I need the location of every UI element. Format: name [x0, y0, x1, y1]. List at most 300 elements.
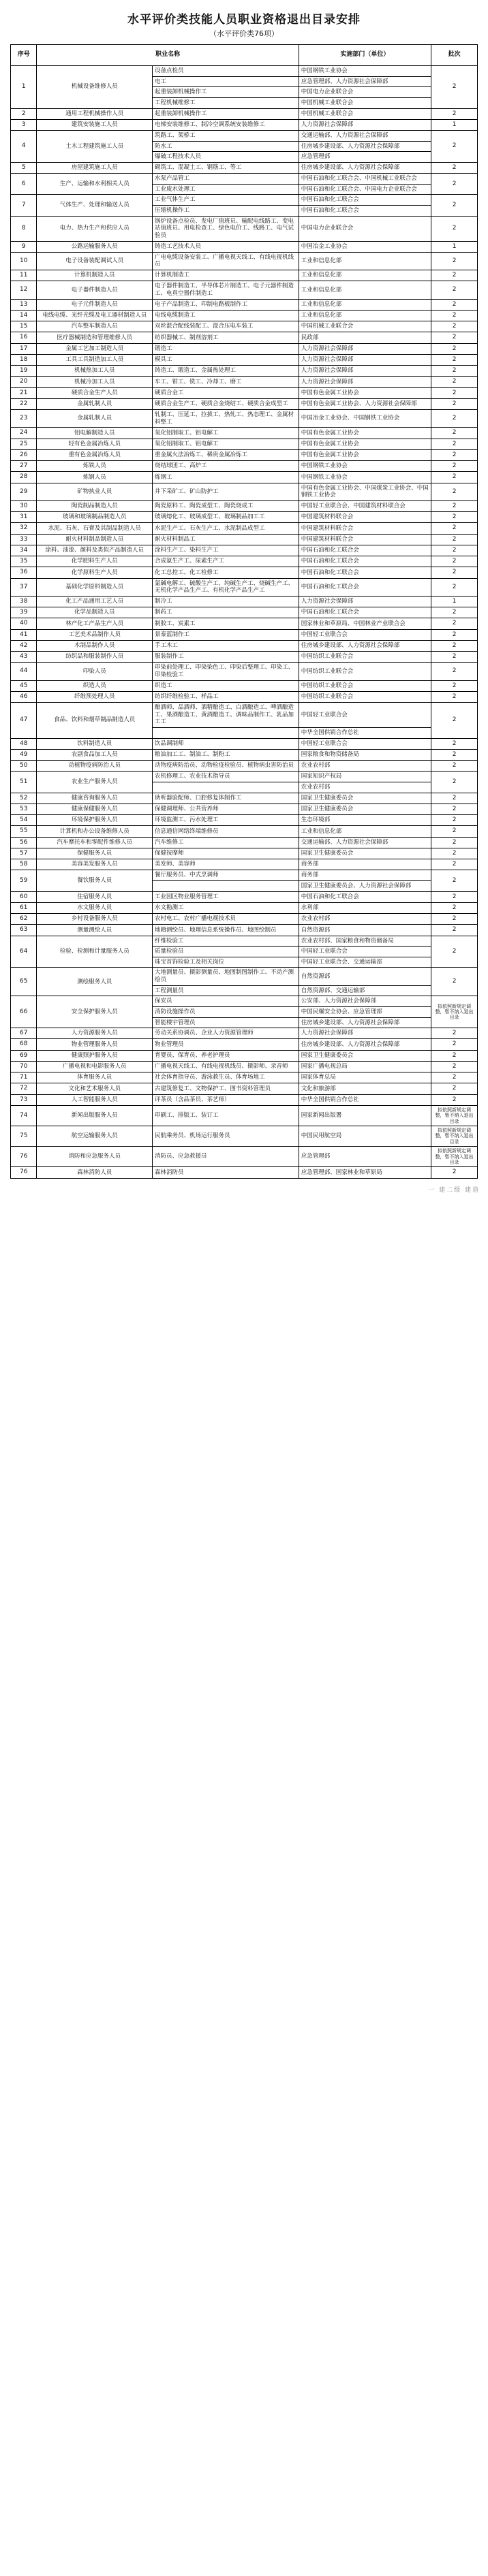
implementing-organization: 工业和信息化部 [299, 299, 431, 310]
occupation-name: 印染前处理工、印染染色工、印染后整理工、印染工、印染检验工 [152, 663, 299, 680]
batch-value: 2 [431, 500, 478, 511]
implementing-organization: 国家粮食和物资储备局 [299, 749, 431, 760]
batch-value: 2 [431, 891, 478, 902]
table-row [11, 174, 478, 185]
batch-value: 2 [431, 691, 478, 702]
implementing-organization: 中国民用航空局 [299, 1126, 431, 1147]
document-page [0, 0, 488, 1196]
occupation-group: 农副食品加工人员 [37, 749, 153, 760]
occupation-name: 工程测量员 [152, 985, 299, 996]
occupation-group: 建筑安装施工人员 [37, 119, 153, 130]
batch-value: 2 [431, 936, 478, 968]
table-row [11, 596, 478, 607]
occupation-group: 电线电缆、光纤光缆及电工器材制造人员 [37, 310, 153, 321]
implementing-organization: 中国石油和化工联合会、中国机械工业联合会 [299, 174, 431, 185]
table-row [11, 925, 478, 936]
implementing-organization: 工业和信息化部 [299, 270, 431, 281]
occupation-name: 硬质合金工 [152, 387, 299, 398]
implementing-organization: 中国轻工业联合会、交通运输部 [299, 957, 431, 968]
row-number: 50 [11, 761, 37, 772]
table-row [11, 216, 478, 241]
occupation-name: 铸造工艺技术人员 [152, 241, 299, 252]
batch-value: 2 [431, 804, 478, 814]
row-number: 38 [11, 596, 37, 607]
occupation-name: 工业气体生产工 [152, 195, 299, 206]
row-number: 4 [11, 131, 37, 163]
table-row [11, 567, 478, 578]
row-number: 30 [11, 500, 37, 511]
table-row [11, 848, 478, 859]
implementing-organization: 中国建筑材料联合会 [299, 512, 431, 523]
implementing-organization: 中国轻工业联合会 [299, 629, 431, 640]
row-number: 69 [11, 1050, 37, 1061]
occupation-name: 饮品调制师 [152, 738, 299, 749]
table-row [11, 439, 478, 449]
occupation-name: 玻璃熔化工、玻璃成型工、玻璃制品加工工 [152, 512, 299, 523]
occupation-name: 井下采矿工、矿山防护工 [152, 483, 299, 500]
table-row [11, 652, 478, 663]
implementing-organization: 中国电力企业联合会 [299, 87, 431, 98]
row-number: 26 [11, 449, 37, 460]
table-row [11, 891, 478, 902]
implementing-organization: 中国机械工业联合会 [299, 97, 431, 108]
row-number: 15 [11, 321, 37, 332]
implementing-organization: 住房城乡建设部、人力资源社会保障部 [299, 1017, 431, 1028]
row-number: 10 [11, 252, 37, 270]
occupation-name: 服装制作工 [152, 652, 299, 663]
table-header-row [11, 45, 478, 66]
batch-value: 2 [431, 512, 478, 523]
table-row [11, 281, 478, 299]
occupation-group: 硬质合金生产人员 [37, 387, 153, 398]
batch-value: 2 [431, 1072, 478, 1083]
table-row [11, 804, 478, 814]
occupation-group: 医疗器械制造和管理维修人员 [37, 332, 153, 343]
implementing-organization: 农业农村部 [299, 782, 431, 793]
occupation-group: 机械设备维修人员 [37, 66, 153, 109]
occupation-group: 基础化学原料制造人员 [37, 578, 153, 596]
table-row [11, 461, 478, 472]
batch-value: 2 [431, 428, 478, 439]
occupation-name: 陶瓷原料工、陶瓷成型工、陶瓷烧成工 [152, 500, 299, 511]
row-number: 16 [11, 332, 37, 343]
implementing-organization: 应急管理部、国家林业和草原局 [299, 1167, 431, 1178]
table-row [11, 1061, 478, 1072]
occupation-group: 生产、运输和水利相关人员 [37, 174, 153, 195]
row-number: 12 [11, 281, 37, 299]
occupation-name: 电梯安装维修工、制冷空调系统安装维修工 [152, 119, 299, 130]
table-row [11, 523, 478, 534]
table-row [11, 793, 478, 804]
occupation-group: 电子元件制造人员 [37, 299, 153, 310]
occupation-group: 航空运输服务人员 [37, 1126, 153, 1147]
batch-value: 2 [431, 534, 478, 545]
occupation-group: 电子器件制造人员 [37, 281, 153, 299]
row-number: 33 [11, 534, 37, 545]
occupation-name: 轧制工、压延工、拉拔工、热轧工、热态理工、金属材料整工 [152, 410, 299, 428]
occupation-group: 物业管理服务人员 [37, 1039, 153, 1050]
occupation-group: 纺织品和服装制作人员 [37, 652, 153, 663]
batch-value: 2 [431, 925, 478, 936]
occupation-group: 印染人员 [37, 663, 153, 680]
occupation-name: 育婴员、保育员、养老护理员 [152, 1050, 299, 1061]
batch-value: 2 [431, 410, 478, 428]
batch-value: 拟依照新规定调整，暂不纳入退出目录 [431, 996, 478, 1028]
occupation-name: 车工、钳工、铣工、冷却工、磨工 [152, 377, 299, 387]
implementing-organization: 中国轻工业联合会 [299, 738, 431, 749]
batch-value: 2 [431, 556, 478, 567]
row-number: 32 [11, 523, 37, 534]
batch-value: 2 [431, 680, 478, 691]
table-row [11, 241, 478, 252]
row-number: 20 [11, 377, 37, 387]
row-number: 51 [11, 772, 37, 793]
occupation-group: 电子设备装配调试人员 [37, 252, 153, 270]
row-number: 11 [11, 270, 37, 281]
occupation-name: 制冷工 [152, 596, 299, 607]
occupation-group: 体育服务人员 [37, 1072, 153, 1083]
occupation-name [152, 727, 299, 738]
batch-value: 2 [431, 793, 478, 804]
row-number: 25 [11, 439, 37, 449]
row-number: 73 [11, 1094, 37, 1105]
occupation-name: 涂料生产工、染料生产工 [152, 545, 299, 556]
occupation-name: 水泵产品管工 [152, 174, 299, 185]
implementing-organization: 中国机械工业联合会 [299, 108, 431, 119]
implementing-organization: 人力资源社会保障部 [299, 596, 431, 607]
implementing-organization: 自然资源部 [299, 925, 431, 936]
table-row [11, 826, 478, 837]
row-number: 3 [11, 119, 37, 130]
occupation-group: 人力资源服务人员 [37, 1028, 153, 1039]
occupation-group: 检验、检测和计量服务人员 [37, 936, 153, 968]
occupation-name: 珠宝首饰检验工及相关岗位 [152, 957, 299, 968]
implementing-organization: 农业农村部 [299, 914, 431, 925]
batch-value: 2 [431, 439, 478, 449]
implementing-organization: 中国石油和化工联合会 [299, 607, 431, 618]
occupation-name: 粮油加工工、制油工、制粉工 [152, 749, 299, 760]
batch-value: 2 [431, 174, 478, 195]
table-row [11, 749, 478, 760]
table-row [11, 556, 478, 567]
occupation-name: 手工木工 [152, 640, 299, 651]
batch-value: 2 [431, 761, 478, 772]
occupation-name: 广播电视天线工、有线电视机线员、摄影师、录音师 [152, 1061, 299, 1072]
batch-value: 2 [431, 461, 478, 472]
occupation-group: 测量测绘人员 [37, 925, 153, 936]
implementing-organization: 公安部、人力资源社会保障部 [299, 996, 431, 1007]
occupation-name: 纺织纤维检验工、样品工 [152, 691, 299, 702]
row-number: 35 [11, 556, 37, 567]
occupation-name: 餐厅服务员、中式烹调师 [152, 870, 299, 881]
row-number: 76 [11, 1167, 37, 1178]
table-row [11, 968, 478, 985]
occupation-name: 大地测量员、摄影测量员、地图制图制作工、不动产测绘员 [152, 968, 299, 985]
row-number: 63 [11, 925, 37, 936]
implementing-organization: 中国钢铁工业协会 [299, 461, 431, 472]
batch-value: 2 [431, 578, 478, 596]
table-row [11, 914, 478, 925]
implementing-organization: 中国轻工业联合会 [299, 703, 431, 728]
implementing-organization: 住房城乡建设部、人力资源社会保障部 [299, 141, 431, 152]
occupation-name: 劳动关系协调员、企业人力资源管理师 [152, 1028, 299, 1039]
occupation-name: 物业管理员 [152, 1039, 299, 1050]
table-row [11, 162, 478, 173]
batch-value: 2 [431, 483, 478, 500]
batch-value: 2 [431, 968, 478, 996]
table-row [11, 691, 478, 702]
table-row [11, 837, 478, 848]
implementing-organization: 中国纺织工业联合会 [299, 652, 431, 663]
batch-value: 2 [431, 216, 478, 241]
row-number: 67 [11, 1028, 37, 1039]
implementing-organization: 人力资源社会保障部 [299, 1028, 431, 1039]
row-number: 48 [11, 738, 37, 749]
row-number: 42 [11, 640, 37, 651]
implementing-organization: 中国石油和化工联合会 [299, 195, 431, 206]
implementing-organization: 生态环境部 [299, 815, 431, 826]
batch-value: 2 [431, 366, 478, 377]
table-row [11, 428, 478, 439]
occupation-group: 电力、热力生产和供应人员 [37, 216, 153, 241]
batch-value: 2 [431, 640, 478, 651]
occupation-group: 炼钢人员 [37, 472, 153, 483]
batch-value: 2 [431, 1039, 478, 1050]
occupation-group: 测绘服务人员 [37, 968, 153, 996]
implementing-organization: 国家卫生健康委员会 [299, 1050, 431, 1061]
row-number: 56 [11, 837, 37, 848]
batch-value: 2 [431, 377, 478, 387]
occupation-group: 计算机和办公设备维修人员 [37, 826, 153, 837]
occupation-name: 起重装卸机械操作工 [152, 87, 299, 98]
occupation-name: 硬质合金生产工、硬质合金烧结工、硬质合金成型工 [152, 398, 299, 409]
batch-value: 2 [431, 1094, 478, 1105]
row-number: 47 [11, 703, 37, 739]
occupation-name: 双丝混合配线装配工、混合压电车装工 [152, 321, 299, 332]
occupation-name: 电线电缆制造工 [152, 310, 299, 321]
implementing-organization: 中国冶金工业协会、中国钢铁工业协会 [299, 410, 431, 428]
row-number: 53 [11, 804, 37, 814]
row-number: 24 [11, 428, 37, 439]
implementing-organization: 中国纺织工业联合会 [299, 680, 431, 691]
batch-value: 2 [431, 1028, 478, 1039]
batch-value: 1 [431, 119, 478, 130]
batch-value: 2 [431, 607, 478, 618]
occupation-group: 农业生产服务人员 [37, 772, 153, 793]
table-row [11, 629, 478, 640]
occupation-group: 广播电视和电影服务人员 [37, 1061, 153, 1072]
row-number: 39 [11, 607, 37, 618]
implementing-organization: 中国钢铁工业协会 [299, 472, 431, 483]
implementing-organization: 中国冶金工业协会 [299, 241, 431, 252]
table-row [11, 195, 478, 206]
table-row [11, 578, 478, 596]
table-row [11, 310, 478, 321]
occupation-group: 炼铁人员 [37, 461, 153, 472]
batch-value: 2 [431, 545, 478, 556]
row-number: 31 [11, 512, 37, 523]
table-head [11, 45, 478, 66]
occupation-group: 饮料制造人员 [37, 738, 153, 749]
row-number: 9 [11, 241, 37, 252]
implementing-organization: 商务部 [299, 859, 431, 870]
table-row [11, 761, 478, 772]
occupation-name: 压缩机操作工 [152, 206, 299, 217]
occupation-group: 玻璃和玻璃制品制造人员 [37, 512, 153, 523]
implementing-organization: 国家卫生健康委员会 [299, 804, 431, 814]
implementing-organization: 中国有色金属工业协会、中国煤炭工业协会、中国钢铁工业协会 [299, 483, 431, 500]
row-number: 36 [11, 567, 37, 578]
occupation-group: 人工智能服务人员 [37, 1094, 153, 1105]
row-number: 6 [11, 174, 37, 195]
table-row [11, 1147, 478, 1167]
occupation-name: 智能楼宇管理员 [152, 1017, 299, 1028]
row-number: 46 [11, 691, 37, 702]
row-number: 61 [11, 902, 37, 913]
occupation-group: 动植物疫病防治人员 [37, 761, 153, 772]
batch-value: 拟依照新规定调整，暂不纳入退出目录 [431, 1105, 478, 1126]
batch-value: 2 [431, 270, 478, 281]
occupation-name: 纺织器械工、制剂溶剂工 [152, 332, 299, 343]
row-number: 37 [11, 578, 37, 596]
batch-value: 2 [431, 252, 478, 270]
table-body [11, 66, 478, 1179]
batch-value: 2 [431, 663, 478, 680]
batch-value: 2 [431, 749, 478, 760]
implementing-organization: 中国轻工业联合会 [299, 947, 431, 957]
occupation-group: 乡村设备服务人员 [37, 914, 153, 925]
batch-value: 2 [431, 195, 478, 216]
row-number: 21 [11, 387, 37, 398]
row-number: 28 [11, 472, 37, 483]
table-row [11, 387, 478, 398]
table-row [11, 859, 478, 870]
page-subtitle: （水平评价类76项） [209, 29, 279, 38]
table-row [11, 936, 478, 947]
implementing-organization: 中华全国供销合作总社 [299, 727, 431, 738]
table-row [11, 449, 478, 460]
occupation-name: 农村电工、农村广播电视技术员 [152, 914, 299, 925]
table-row [11, 410, 478, 428]
occupation-name: 工程机械维修工 [152, 97, 299, 108]
implementing-organization: 中国纺织工业联合会 [299, 691, 431, 702]
implementing-organization: 人力资源社会保障部 [299, 119, 431, 130]
batch-value: 2 [431, 472, 478, 483]
occupation-group: 汽车整车制造人员 [37, 321, 153, 332]
table-row [11, 738, 478, 749]
occupation-group: 健康保健服务人员 [37, 804, 153, 814]
occupation-group: 文化和艺术服务人员 [37, 1083, 153, 1094]
implementing-organization: 工业和信息化部 [299, 826, 431, 837]
occupation-name: 动物疫病防治员、动物检疫检验员、植物病虫害防治员 [152, 761, 299, 772]
batch-value: 2 [431, 902, 478, 913]
occupation-name: 保安员 [152, 996, 299, 1007]
batch-value: 2 [431, 870, 478, 891]
occupation-group: 木制品制作人员 [37, 640, 153, 651]
implementing-organization: 国家知识产权局 [299, 772, 431, 782]
occupation-group: 健康咨询服务人员 [37, 793, 153, 804]
occupation-name: 信息通信网络终端维修员 [152, 826, 299, 837]
implementing-organization: 民政部 [299, 332, 431, 343]
row-number: 22 [11, 398, 37, 409]
occupation-group: 矿物执业人员 [37, 483, 153, 500]
occupation-name: 地籍测绘员、地理信息系统操作员、地图绘制员 [152, 925, 299, 936]
occupation-group: 森林消防人员 [37, 1167, 153, 1178]
implementing-organization: 中国机械工业联合会 [299, 321, 431, 332]
occupation-name: 古建筑修复工、文物保护工、图书资料管理员 [152, 1083, 299, 1094]
occupation-group: 机械热加工人员 [37, 366, 153, 377]
implementing-organization: 中国建筑材料联合会 [299, 534, 431, 545]
table-row [11, 131, 478, 142]
batch-value: 1 [431, 241, 478, 252]
occupation-group: 耐火材料制品制造人员 [37, 534, 153, 545]
table-row [11, 398, 478, 409]
table-row [11, 1050, 478, 1061]
implementing-organization: 自然资源部 [299, 968, 431, 985]
table-row [11, 1072, 478, 1083]
table-row [11, 902, 478, 913]
table-row [11, 343, 478, 354]
occupation-group: 化学肥料生产人员 [37, 556, 153, 567]
row-number: 8 [11, 216, 37, 241]
occupation-name: 社会体育指导员、游泳救生员、体育场地工 [152, 1072, 299, 1083]
table-row [11, 1028, 478, 1039]
table-row [11, 663, 478, 680]
table-row [11, 252, 478, 270]
table-row [11, 321, 478, 332]
occupation-group: 金属轧制人员 [37, 398, 153, 409]
occupation-catalog-table [10, 44, 478, 1179]
occupation-name: 汽车维修工 [152, 837, 299, 848]
occupation-group: 安全保护服务人员 [37, 996, 153, 1028]
occupation-name: 森林消防员 [152, 1167, 299, 1178]
batch-value: 2 [431, 387, 478, 398]
batch-value: 2 [431, 332, 478, 343]
table-row [11, 545, 478, 556]
row-number: 54 [11, 815, 37, 826]
row-number: 45 [11, 680, 37, 691]
implementing-organization: 国家体育总局 [299, 1072, 431, 1083]
row-number: 55 [11, 826, 37, 837]
row-number: 44 [11, 663, 37, 680]
batch-value: 2 [431, 772, 478, 793]
occupation-group: 房屋建筑施工人员 [37, 162, 153, 173]
table-row [11, 640, 478, 651]
implementing-organization: 国家卫生健康委员会 [299, 848, 431, 859]
row-number: 68 [11, 1039, 37, 1050]
occupation-group: 美容美发服务人员 [37, 859, 153, 870]
occupation-name: 质量检验员 [152, 947, 299, 957]
batch-value: 2 [431, 815, 478, 826]
implementing-organization: 中国纺织工业联合会 [299, 663, 431, 680]
occupation-name: 酿酒师、品酒师、酒精酿造工、白酒酿造工、啤酒酿造工、果酒酿造工、黄酒酿造工、调味品制作工、乳品加工工 [152, 703, 299, 728]
occupation-name: 炼钢工 [152, 472, 299, 483]
implementing-organization: 中国石油和化工联合会 [299, 545, 431, 556]
occupation-group: 汽车摩托车和零配件维修人员 [37, 837, 153, 848]
table-row [11, 483, 478, 500]
batch-value: 拟依照新规定调整，暂不纳入退出目录 [431, 1147, 478, 1167]
table-row [11, 1105, 478, 1126]
occupation-name: 化工总控工、化工检修工 [152, 567, 299, 578]
table-row [11, 618, 478, 629]
batch-value: 2 [431, 398, 478, 409]
batch-value: 2 [431, 1061, 478, 1072]
row-number: 2 [11, 108, 37, 119]
table-row [11, 703, 478, 728]
implementing-organization: 中国轻工业联合会、中国建筑材料联合会 [299, 500, 431, 511]
occupation-name [152, 880, 299, 891]
table-row [11, 366, 478, 377]
